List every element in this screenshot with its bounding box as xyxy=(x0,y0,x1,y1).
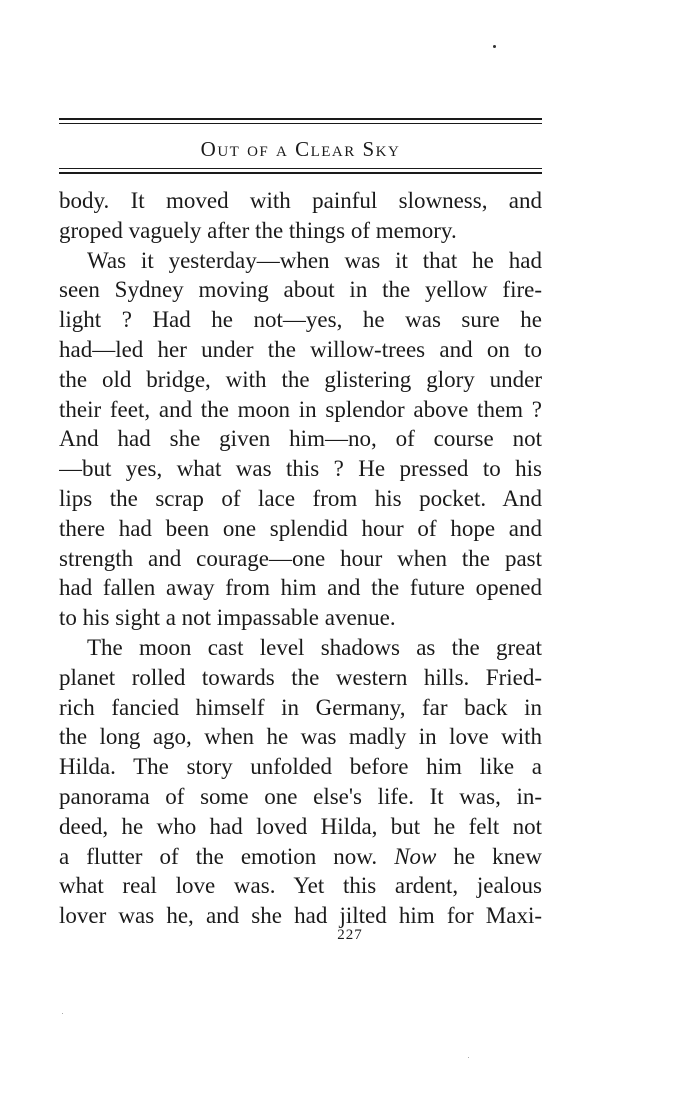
ink-speck xyxy=(493,45,496,48)
text-line: to his sight a not impassable avenue. xyxy=(59,605,396,631)
text-line: light ? Had he not—yes, he was sure he xyxy=(59,307,542,333)
text-line: rich fancied himself in Germany, far back in xyxy=(59,694,542,720)
paper-speck xyxy=(468,1057,469,1058)
text-line: And had she given him—no, of course not xyxy=(59,426,542,452)
text-line: there had been one splendid hour of hope and xyxy=(59,515,542,541)
text-line: The moon cast level shadows as the great xyxy=(87,634,542,660)
text-line: lover was he, and she had jilted him for Maxi- xyxy=(59,903,542,929)
text-line: had fallen away from him and the future opened xyxy=(59,575,542,601)
text-line: panorama of some one else's life. It was, in- xyxy=(59,783,542,809)
text-line: the long ago, when he was madly in love with xyxy=(59,724,542,750)
text-line: planet rolled towards the western hills. Fried- xyxy=(59,664,542,690)
body-text xyxy=(59,186,542,931)
text-line: had—led her under the willow-trees and on to xyxy=(59,336,542,362)
text-line: Was it yesterday—when was it that he had xyxy=(87,247,542,273)
page-header xyxy=(59,118,542,174)
text-line: strength and courage—one hour when the past xyxy=(59,545,542,571)
text-line: their feet, and the moon in splendor above them ? xyxy=(59,396,542,422)
text-line: seen Sydney moving about in the yellow fire- xyxy=(59,277,542,303)
text-line: lips the scrap of lace from his pocket. And xyxy=(59,485,542,511)
text-line: groped vaguely after the things of memory. xyxy=(59,217,457,243)
text-line: deed, he who had loved Hilda, but he felt not xyxy=(59,813,542,839)
text-line: body. It moved with painful slowness, and xyxy=(59,188,542,213)
text-line: Hilda. The story unfolded before him like a xyxy=(59,754,542,780)
header-bottom-rule xyxy=(59,168,542,174)
text-line: —but yes, what was this ? He pressed to his xyxy=(59,456,542,482)
emphasis: Now xyxy=(394,843,437,869)
text-line: a flutter of the emotion now. Now he knew xyxy=(59,843,542,869)
paper-speck xyxy=(62,1013,63,1014)
text-line: what real love was. Yet this ardent, jealous xyxy=(59,873,542,899)
page-number: 227 xyxy=(337,927,363,943)
text-line: the old bridge, with the glistering glory under xyxy=(59,366,542,392)
running-head: Out of a Clear Sky xyxy=(200,137,401,161)
